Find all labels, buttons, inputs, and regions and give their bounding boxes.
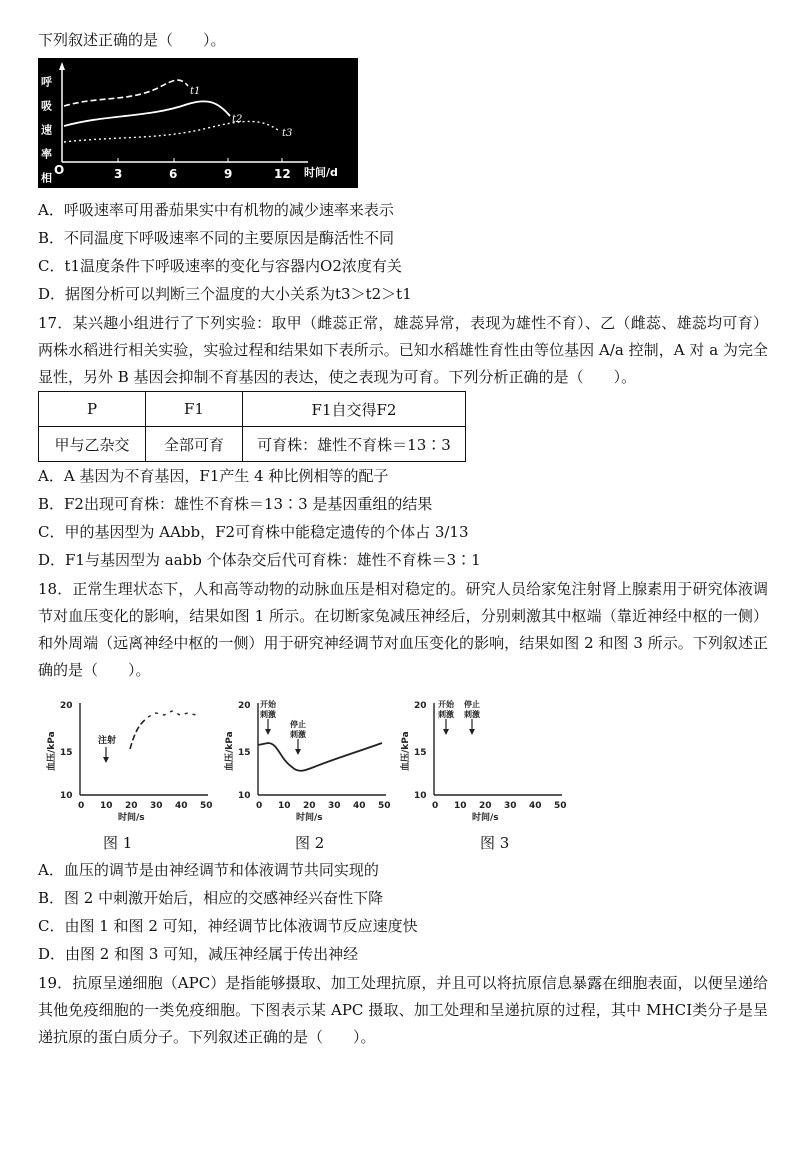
- table-header: F1自交得F2: [243, 392, 466, 427]
- fig1-xtick: 9: [224, 167, 233, 181]
- svg-text:0: 0: [78, 801, 85, 811]
- blood-pressure-figure-1: [46, 695, 216, 823]
- q18-option-d: D．由图 2 和图 3 可知，减压神经属于传出神经: [38, 945, 359, 963]
- svg-text:血压/kPa: 血压/kPa: [47, 731, 57, 771]
- curve-t1-label: t1: [190, 86, 201, 97]
- svg-text:40: 40: [175, 801, 188, 811]
- svg-text:30: 30: [328, 801, 341, 811]
- svg-text:时间/s: 时间/s: [296, 813, 323, 823]
- q19-stem: 19．抗原呈递细胞（APC）是指能够摄取、加工处理抗原，并且可以将抗原信息暴露在细胞表面，以便呈递给其他免疫细胞的一类免疫细胞。下图表示某 APC 摄取、加工处理和呈递抗原的过程，其中 MHCⅠ类分子是呈递抗原的蛋白质分子。下列叙述正确的是（ ）。: [38, 974, 768, 1046]
- svg-text:10: 10: [278, 801, 291, 811]
- svg-text:10: 10: [454, 801, 467, 811]
- svg-text:30: 30: [504, 801, 517, 811]
- svg-text:10: 10: [100, 801, 113, 811]
- svg-text:10: 10: [60, 791, 73, 801]
- q18-stem: 18．正常生理状态下，人和高等动物的动脉血压是相对稳定的。研究人员给家兔注射肾上腺素用于研究体液调节对血压变化的影响，结果如图 1 所示。在切断家兔减压神经后，分别刺激其中枢端（靠近神经中枢的一侧）和外周端（远离神经中枢的一侧）用于研究神经调节对血压变化的影响，结果如图 2 和图 3 所示。下列叙述正确的是（ ）。: [38, 580, 768, 679]
- table-header-row: [39, 392, 466, 427]
- svg-text:刺激: 刺激: [290, 730, 306, 739]
- svg-text:15: 15: [60, 748, 73, 758]
- q16-option-d: D．据图分析可以判断三个温度的大小关系为t3＞t2＞t1: [38, 285, 412, 303]
- q18-option-c: C．由图 1 和图 2 可知，神经调节比体液调节反应速度快: [38, 917, 418, 935]
- q17-option-c: C．甲的基因型为 AAbb，F2可育株中能稳定遗传的个体占 3/13: [38, 523, 469, 541]
- q16-option-c: C．t1温度条件下呼吸速率的变化与容器内O2浓度有关: [38, 257, 402, 275]
- q16-stem: 下列叙述正确的是（ ）。: [38, 31, 226, 49]
- svg-text:刺激: 刺激: [260, 710, 276, 719]
- svg-text:0: 0: [432, 801, 439, 811]
- svg-text:开始: 开始: [260, 700, 276, 709]
- q18-option-a: A．血压的调节是由神经调节和体液调节共同实现的: [38, 861, 379, 879]
- svg-text:时间/s: 时间/s: [118, 813, 145, 823]
- svg-text:0: 0: [256, 801, 263, 811]
- fig1-xtick: 6: [169, 167, 178, 181]
- svg-text:15: 15: [414, 748, 427, 758]
- svg-text:刺激: 刺激: [438, 710, 454, 719]
- svg-text:血压/kPa: 血压/kPa: [401, 731, 411, 771]
- svg-text:50: 50: [378, 801, 391, 811]
- svg-text:20: 20: [479, 801, 492, 811]
- curve-t2-label: t2: [232, 114, 243, 125]
- fig1-xlabel: 时间/d: [304, 166, 338, 179]
- svg-text:50: 50: [554, 801, 567, 811]
- svg-text:20: 20: [238, 701, 251, 711]
- table-header: F1: [146, 392, 243, 427]
- svg-text:停止: 停止: [290, 720, 306, 729]
- svg-text:时间/s: 时间/s: [472, 813, 499, 823]
- respiration-rate-figure: [38, 58, 358, 188]
- svg-text:开始: 开始: [438, 700, 454, 709]
- figure-2-label: 图 2: [295, 834, 325, 852]
- table-row: [39, 427, 466, 462]
- q17-option-d: D．F1与基因型为 aabb 个体杂交后代可育株：雄性不育株＝3∶1: [38, 551, 481, 569]
- table-header: P: [39, 392, 146, 427]
- fig1-xtick: 3: [114, 167, 123, 181]
- svg-text:50: 50: [200, 801, 213, 811]
- svg-text:注射: 注射: [98, 736, 117, 746]
- svg-text:20: 20: [125, 801, 138, 811]
- q17-option-b: B．F2出现可育株：雄性不育株＝13∶3 是基因重组的结果: [38, 495, 433, 513]
- table-cell: 全部可育: [146, 427, 243, 462]
- svg-text:血压/kPa: 血压/kPa: [225, 731, 235, 771]
- figure-3-label: 图 3: [480, 834, 510, 852]
- curve-t3-label: t3: [282, 128, 293, 139]
- q18-option-b: B．图 2 中刺激开始后，相应的交感神经兴奋性下降: [38, 889, 384, 907]
- q16-option-a: A．呼吸速率可用番茄果实中有机物的减少速率来表示: [38, 201, 394, 219]
- fig1-xtick: 12: [274, 167, 291, 181]
- fig1-origin: O: [54, 163, 65, 177]
- q17-option-a: A．A 基因为不育基因，F1产生 4 种比例相等的配子: [38, 467, 389, 485]
- svg-text:30: 30: [150, 801, 163, 811]
- q17-stem: 17．某兴趣小组进行了下列实验：取甲（雌蕊正常，雄蕊异常，表现为雄性不育）、乙（雌蕊、雄蕊均可育）两株水稻进行相关实验，实验过程和结果如下表所示。已知水稻雄性育性由等位基因 A/a 控制，A 对 a 为完全显性，另外 B 基因会抑制不育基因的表达，使之表现为可育。下列分析正确的是（ ）。: [38, 314, 768, 386]
- q16-option-b: B．不同温度下呼吸速率不同的主要原因是酶活性不同: [38, 229, 395, 247]
- q17-table: [38, 391, 466, 462]
- table-cell: 甲与乙杂交: [39, 427, 146, 462]
- blood-pressure-figure-2: [224, 695, 394, 823]
- svg-text:40: 40: [353, 801, 366, 811]
- blood-pressure-figure-3: [400, 695, 570, 823]
- fig1-ylabel: 呼吸速率相: [39, 76, 53, 183]
- svg-text:20: 20: [414, 701, 427, 711]
- svg-text:15: 15: [238, 748, 251, 758]
- svg-text:停止: 停止: [464, 700, 480, 709]
- svg-text:40: 40: [529, 801, 542, 811]
- svg-text:10: 10: [414, 791, 427, 801]
- svg-text:刺激: 刺激: [464, 710, 480, 719]
- svg-text:10: 10: [238, 791, 251, 801]
- svg-text:20: 20: [303, 801, 316, 811]
- figure-1-label: 图 1: [103, 834, 133, 852]
- table-cell: 可育株：雄性不育株＝13∶3: [243, 427, 466, 462]
- svg-text:20: 20: [60, 701, 73, 711]
